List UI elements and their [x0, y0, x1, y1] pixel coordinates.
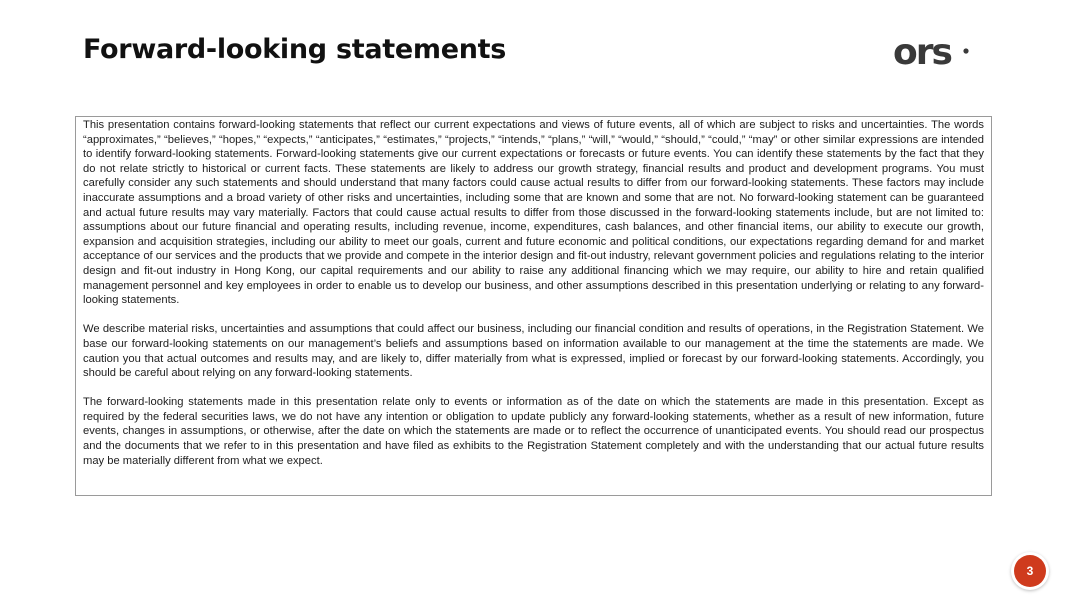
- disclaimer-text: [83, 118, 984, 468]
- slide-title: Forward-looking statements: [83, 34, 507, 65]
- logo-dot: [963, 48, 968, 53]
- paragraph-1: This presentation contains forward-looking statements that reflect our current expectations and views of future events, all of which are subject to risks and uncertainties. The words “approximates,” “believes,” “hopes,” “expects,” “anticipates,” “estimates,” “projects,” “intends,” “plans,” “will,” “would,” “should,” “could,” “may” or other similar expressions are intended to identify forward-looking statements. Forward-looking statements give our current expectations or forecasts or future events. You can identify these statements by the fact that they do not relate strictly to historical or current facts. These statements are likely to address our growth strategy, financial results and product and development programs. You must carefully consider any such statements and should understand that many factors could cause actual results to differ from our forward-looking statements. These factors may include inaccurate assumptions and a broad variety of other risks and uncertainties, including some that are known and some that are not. No forward-looking statement can be guaranteed and actual future results may vary materially. Factors that could cause actual results to differ from those discussed in the forward-looking statements include, but are not limited to: assumptions about our future financial and operating results, including revenue, income, expenditures, cash balances, and other financial items, our ability to execute our growth, expansion and acquisition strategies, including our ability to meet our goals, current and future economic and political conditions, our expectations regarding demand for and market acceptance of our services and the products that we provide and compete in the interior design and fit-out industry, relevant government policies and regulations relating to the interior design and fit-out industry in Hong Kong, our capital requirements and our ability to raise any additional financing which we may require, our ability to hire and retain qualified management personnel and key employees in order to enable us to develop our business, and other assumptions described in this presentation underlying or relating to any forward-looking statements.: [83, 119, 984, 307]
- page-number: 3: [1014, 555, 1046, 587]
- ors-logo: [893, 32, 973, 72]
- page-number-badge: [1011, 552, 1049, 590]
- paragraph-2: We describe material risks, uncertainties and assumptions that could affect our business, including our financial condition and results of operations, in the Registration Statement. We base our forward-looking statements on our management’s beliefs and assumptions based on information available to our management at the time the statements are made. We caution you that actual outcomes and results may, and are likely to, differ materially from what is expressed, implied or forecast by our forward-looking statements. Accordingly, you should be careful about relying on any forward-looking statements.: [83, 323, 984, 380]
- paragraph-3: The forward-looking statements made in this presentation relate only to events or information as of the date on which the statements are made in this presentation. Except as required by the federal securities laws, we do not have any intention or obligation to update publicly any forward-looking statements, whether as a result of new information, future events, changes in assumptions, or otherwise, after the date on which the statements are made or to reflect the occurrence of unanticipated events. You should read our prospectus and the documents that we refer to in this presentation and have filed as exhibits to the Registration Statement completely and with the understanding that our actual future results may be materially different from what we expect.: [83, 396, 984, 467]
- logo-text: ors: [893, 32, 951, 72]
